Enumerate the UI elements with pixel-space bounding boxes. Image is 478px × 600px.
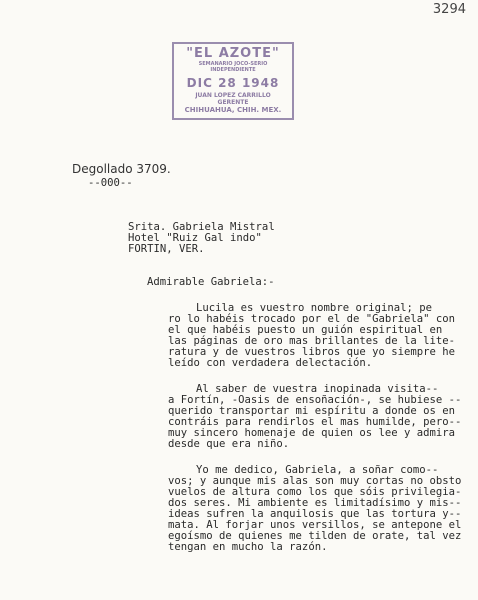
paragraph-line: Lucila es vuestro nombre original; pe xyxy=(196,302,432,314)
archive-number: 3294 xyxy=(432,2,466,17)
paragraph-line: egoísmo de quienes me tilden de orate, tal vez xyxy=(168,530,462,542)
recipient-line: FORTIN, VER. xyxy=(128,243,205,255)
paragraph-line: mata. Al forjar unos versillos, se antepone el xyxy=(168,519,462,531)
salutation: Admirable Gabriela:- xyxy=(147,276,275,288)
return-separator: --000-- xyxy=(88,177,133,189)
paragraph-line: vuelos de altura como los que sóis privilegia- xyxy=(168,486,462,498)
stamp-subtitle-2: INDEPENDIENTE xyxy=(210,67,256,73)
paragraph-line: a Fortín, -Oasis de ensoñación-, se hubiese -- xyxy=(168,394,462,406)
recipient-line: Hotel "Ruiz Gal indo" xyxy=(128,232,262,244)
paragraph-line: leído con verdadera delectación. xyxy=(168,357,373,369)
paragraph-line: Yo me dedico, Gabriela, a soñar como-- xyxy=(196,464,439,476)
paragraph-line: muy sincero homenaje de quien os lee y admira xyxy=(168,427,456,439)
paragraph-line: desde que era niño. xyxy=(168,438,290,450)
paragraph-line: las páginas de oro mas brillantes de la lite- xyxy=(168,335,456,347)
stamp-city: CHIHUAHUA, CHIH. MEX. xyxy=(184,106,282,114)
recipient-line: Srita. Gabriela Mistral xyxy=(128,221,275,233)
paragraph-line: contráis para rendirlos el mas humilde, pero-- xyxy=(168,416,462,428)
paragraph-line: dos seres. Mi ambiente es limitadísimo y mis-- xyxy=(168,497,462,509)
paragraph-line: ro lo habéis trocado por el de "Gabriela" con xyxy=(168,313,456,325)
paragraph-line: vos; y aunque mis alas son muy cortas no obsto xyxy=(168,475,462,487)
stamp-manager: JUAN LOPEZ CARRILLO xyxy=(195,92,271,99)
newspaper-stamp xyxy=(172,42,294,120)
stamp-title: GERENTE xyxy=(217,99,249,106)
paragraph-line: ratura y de vuestros libros que yo siempre he xyxy=(168,346,456,358)
paragraph-line: querido transportar mi espíritu a donde os en xyxy=(168,405,456,417)
paragraph-line: el que habéis puesto un guión espiritual en xyxy=(168,324,443,336)
stamp-date: DIC 28 1948 xyxy=(186,76,280,90)
stamp-subtitle: SEMANARIO JOCO-SERIO xyxy=(198,61,268,67)
paragraph-line: tengan en mucho la razón. xyxy=(168,541,328,553)
paragraph-line: ideas sufren la anquilosis que las tortura y-- xyxy=(168,508,462,520)
return-street: Degollado 3709. xyxy=(72,162,171,176)
stamp-name: "EL AZOTE" xyxy=(186,46,280,61)
paragraph-line: Al saber de vuestra inopinada visita-- xyxy=(196,383,439,395)
